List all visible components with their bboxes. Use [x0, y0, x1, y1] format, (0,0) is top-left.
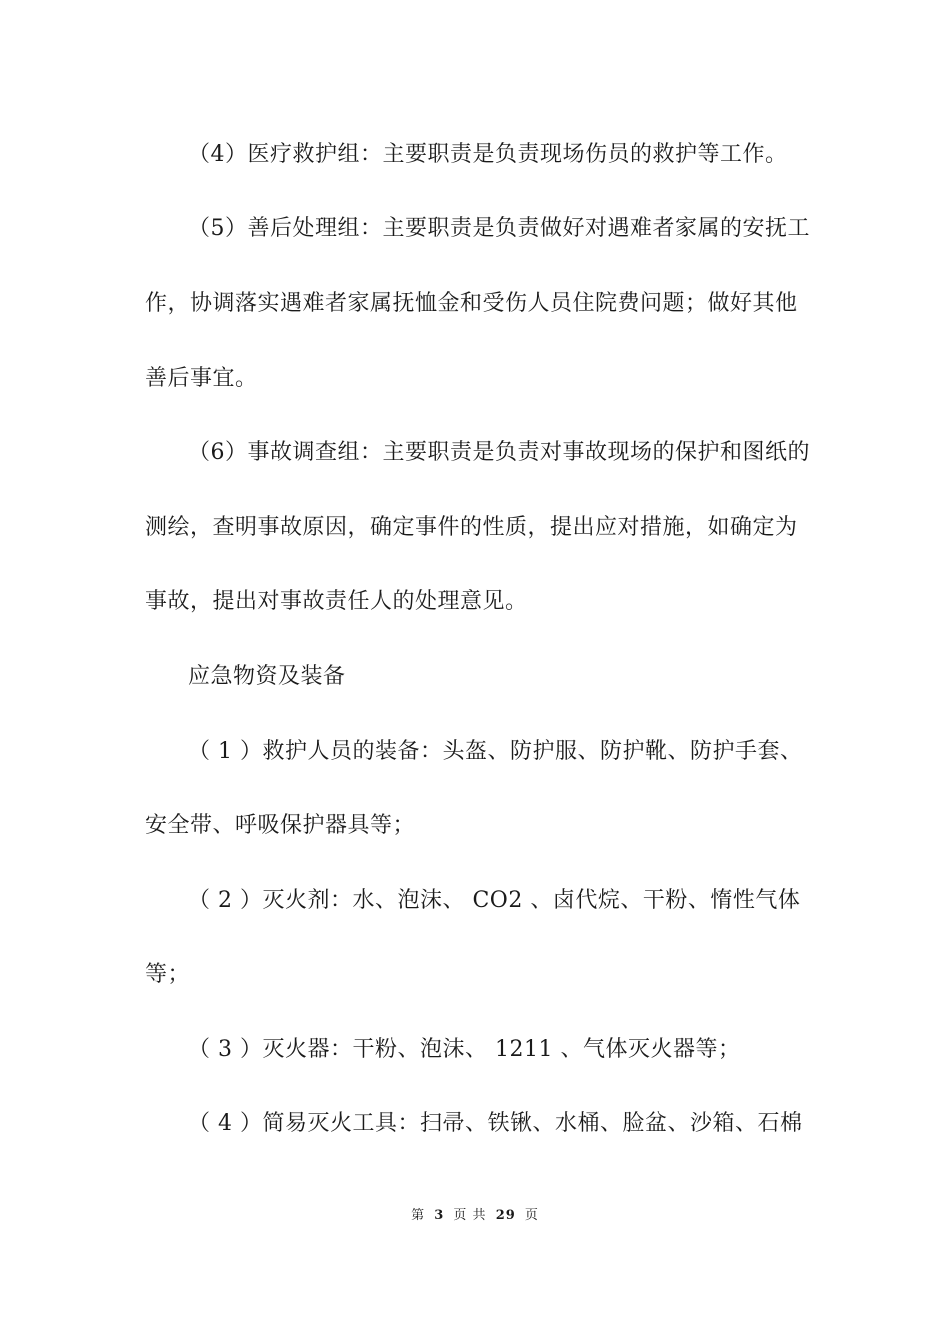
item-extinguishing-agents-line-2: 等； [145, 962, 191, 987]
item-rescue-equipment-line-2: 安全带、呼吸保护器具等； [145, 813, 416, 838]
item-rescue-equipment-line-1: （ 1 ）救护人员的装备：头盔、防护服、防护靴、防护手套、 [188, 739, 803, 764]
paragraph-aftermath-line-1: （5）善后处理组：主要职责是负责做好对遇难者家属的安抚工 [188, 216, 810, 241]
paragraph-aftermath-line-3: 善后事宜。 [145, 366, 258, 391]
footer-middle: 页 共 [453, 1208, 487, 1223]
footer-current-page: 3 [434, 1208, 445, 1223]
item-extinguishing-agents-line-1: （ 2 ）灭火剂：水、泡沫、 CO2 、卤代烷、干粉、惰性气体 [188, 888, 801, 913]
footer-suffix: 页 [524, 1208, 539, 1223]
footer-prefix: 第 [411, 1208, 426, 1223]
paragraph-aftermath-line-2: 作，协调落实遇难者家属抚恤金和受伤人员住院费问题；做好其他 [145, 291, 798, 316]
paragraph-medical-rescue: （4）医疗救护组：主要职责是负责现场伤员的救护等工作。 [188, 142, 788, 167]
page-footer [0, 1207, 950, 1225]
item-simple-tools: （ 4 ）简易灭火工具：扫帚、铁锹、水桶、脸盆、沙箱、石棉 [188, 1111, 803, 1136]
footer-total-pages: 29 [495, 1208, 516, 1223]
section-heading-emergency-supplies: 应急物资及装备 [188, 664, 346, 689]
item-extinguishers: （ 3 ）灭火器：干粉、泡沫、 1211 、气体灭火器等； [188, 1037, 741, 1062]
paragraph-investigation-line-3: 事故，提出对事故责任人的处理意见。 [145, 589, 528, 614]
paragraph-investigation-line-1: （6）事故调查组：主要职责是负责对事故现场的保护和图纸的 [188, 440, 810, 465]
paragraph-investigation-line-2: 测绘，查明事故原因，确定事件的性质，提出应对措施，如确定为 [145, 515, 798, 540]
